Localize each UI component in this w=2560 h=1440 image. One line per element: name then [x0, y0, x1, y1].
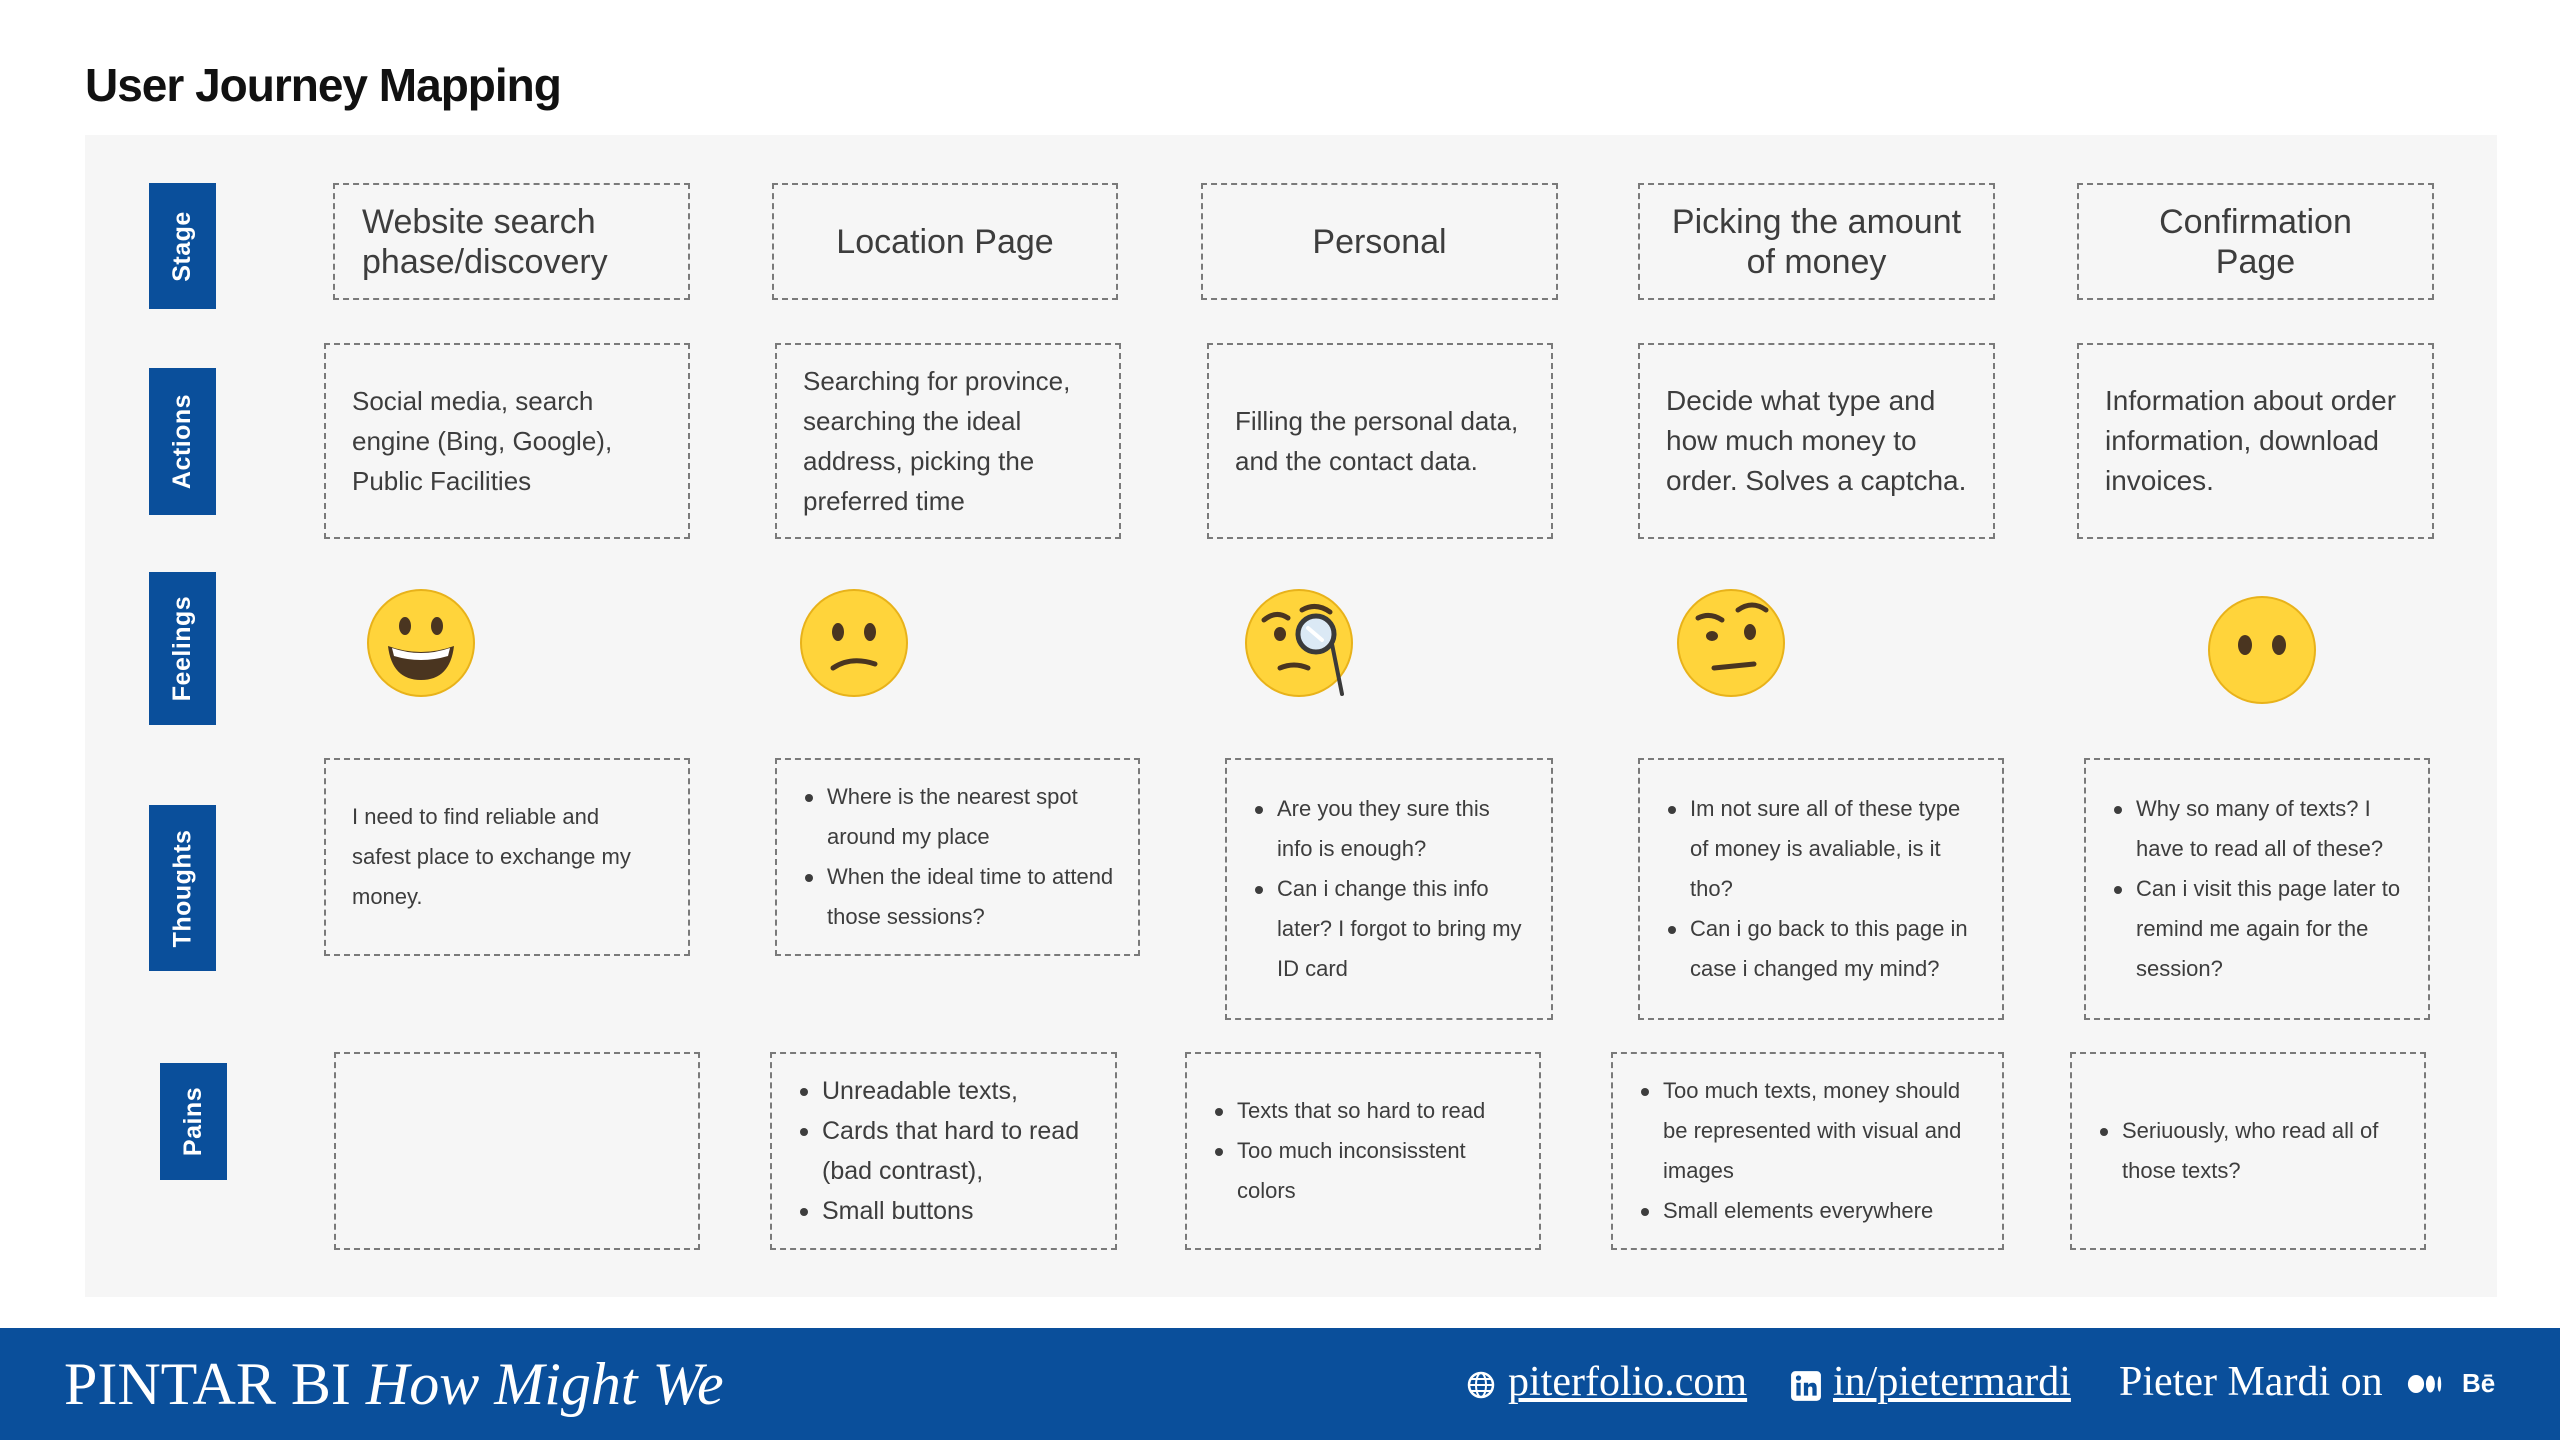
- pain-card-1: [334, 1052, 700, 1250]
- list-item: Why so many of texts? I have to read all of these?: [2112, 789, 2408, 869]
- list-item: Small buttons: [798, 1191, 1095, 1231]
- list-item: Are you they sure this info is enough?: [1253, 789, 1531, 869]
- action-text-4: Decide what type and how much money to order. Solves a captcha.: [1666, 385, 1967, 496]
- thought-text-1: I need to find reliable and safest place to exchange my money.: [352, 804, 631, 909]
- action-card-4: [1638, 343, 1995, 539]
- pain-card-2: [770, 1052, 1117, 1250]
- pain-card-3: [1185, 1052, 1541, 1250]
- journey-board: [85, 135, 2497, 1297]
- row-label-thoughts: [149, 805, 216, 971]
- list-item: When the ideal time to attend those sessions?: [803, 857, 1118, 937]
- author-name: Pieter Mardi on: [2119, 1359, 2383, 1405]
- stage-text-4: Picking the amount of money: [1671, 202, 1962, 281]
- page-title: User Journey Mapping: [85, 59, 561, 111]
- thought-card-3: [1225, 758, 1553, 1020]
- medium-icon[interactable]: [2407, 1372, 2443, 1396]
- stage-text-1: Website search phase/discovery: [362, 202, 608, 281]
- grinning-face-icon: [366, 588, 476, 698]
- list-item: Can i go back to this page in case i changed my mind?: [1666, 909, 1982, 989]
- globe-icon: [1466, 1370, 1496, 1400]
- pain-list-3: [1187, 1091, 1539, 1211]
- thought-card-1: [324, 758, 690, 956]
- pain-list-2: [772, 1071, 1115, 1231]
- pain-list-4: [1613, 1071, 2002, 1231]
- thought-list-3: [1227, 789, 1551, 989]
- linkedin-link[interactable]: in/pietermardi: [1833, 1359, 2071, 1405]
- row-label-pains-text: Pains: [179, 1086, 208, 1157]
- brand-logo: [64, 1350, 724, 1419]
- row-label-actions-text: Actions: [168, 393, 196, 490]
- list-item: Can i visit this page later to remind me again for the session?: [2112, 869, 2408, 989]
- stage-card-2: [772, 183, 1118, 300]
- action-text-1: Social media, search engine (Bing, Google), Public Facilities: [352, 386, 613, 496]
- footer-bar: [0, 1328, 2560, 1440]
- stage-text-2: Location Page: [836, 222, 1054, 261]
- thought-card-5: [2084, 758, 2430, 1020]
- action-card-3: [1207, 343, 1553, 539]
- action-card-5: [2077, 343, 2434, 539]
- stage-card-4: [1638, 183, 1995, 300]
- face-with-monocle-icon: [1244, 588, 1354, 698]
- row-label-stage-text: Stage: [168, 210, 196, 282]
- row-label-feelings: [149, 572, 216, 725]
- list-item: Cards that hard to read (bad contrast),: [798, 1111, 1095, 1191]
- face-with-raised-eyebrow-icon: [1676, 588, 1786, 698]
- action-text-2: Searching for province, searching the ideal address, picking the preferred time: [803, 366, 1071, 516]
- action-text-3: Filling the personal data, and the contact data.: [1235, 406, 1519, 476]
- thought-card-2: [775, 758, 1140, 956]
- stage-text-3: Personal: [1312, 222, 1447, 261]
- list-item: Im not sure all of these type of money is avaliable, is it tho?: [1666, 789, 1982, 909]
- thought-list-2: [777, 777, 1138, 937]
- pain-list-5: [2072, 1111, 2424, 1191]
- row-label-actions: [149, 368, 216, 515]
- thought-list-5: [2086, 789, 2428, 989]
- face-without-mouth-icon: [2207, 595, 2317, 705]
- pain-card-4: [1611, 1052, 2004, 1250]
- thought-list-4: [1640, 789, 2002, 989]
- list-item: Texts that so hard to read: [1213, 1091, 1519, 1131]
- list-item: Can i change this info later? I forgot to bring my ID card: [1253, 869, 1531, 989]
- pain-card-5: [2070, 1052, 2426, 1250]
- brand-name: PINTAR BI: [64, 1351, 351, 1417]
- stage-text-5: Confirmation Page: [2159, 202, 2352, 281]
- action-card-2: [775, 343, 1121, 539]
- list-item: Too much inconsisstent colors: [1213, 1131, 1519, 1211]
- action-card-1: [324, 343, 690, 539]
- stage-card-3: [1201, 183, 1558, 300]
- linkedin-icon: [1790, 1370, 1822, 1402]
- stage-card-5: [2077, 183, 2434, 300]
- action-text-5: Information about order information, download invoices.: [2105, 385, 2397, 496]
- row-label-thoughts-text: Thoughts: [168, 829, 197, 947]
- list-item: Seriuously, who read all of those texts?: [2098, 1111, 2404, 1191]
- website-link[interactable]: piterfolio.com: [1508, 1359, 1748, 1405]
- list-item: Unreadable texts,: [798, 1071, 1095, 1111]
- row-label-feelings-text: Feelings: [168, 595, 197, 702]
- stage-card-1: [333, 183, 690, 300]
- list-item: Small elements everywhere: [1639, 1191, 1982, 1231]
- behance-icon[interactable]: Bē: [2462, 1368, 2496, 1398]
- confused-face-icon: [799, 588, 909, 698]
- row-label-pains: [160, 1063, 227, 1180]
- thought-card-4: [1638, 758, 2004, 1020]
- list-item: Too much texts, money should be represented with visual and images: [1639, 1071, 1982, 1191]
- brand-tagline: How Might We: [365, 1351, 724, 1417]
- list-item: Where is the nearest spot around my place: [803, 777, 1118, 857]
- row-label-stage: [149, 183, 216, 309]
